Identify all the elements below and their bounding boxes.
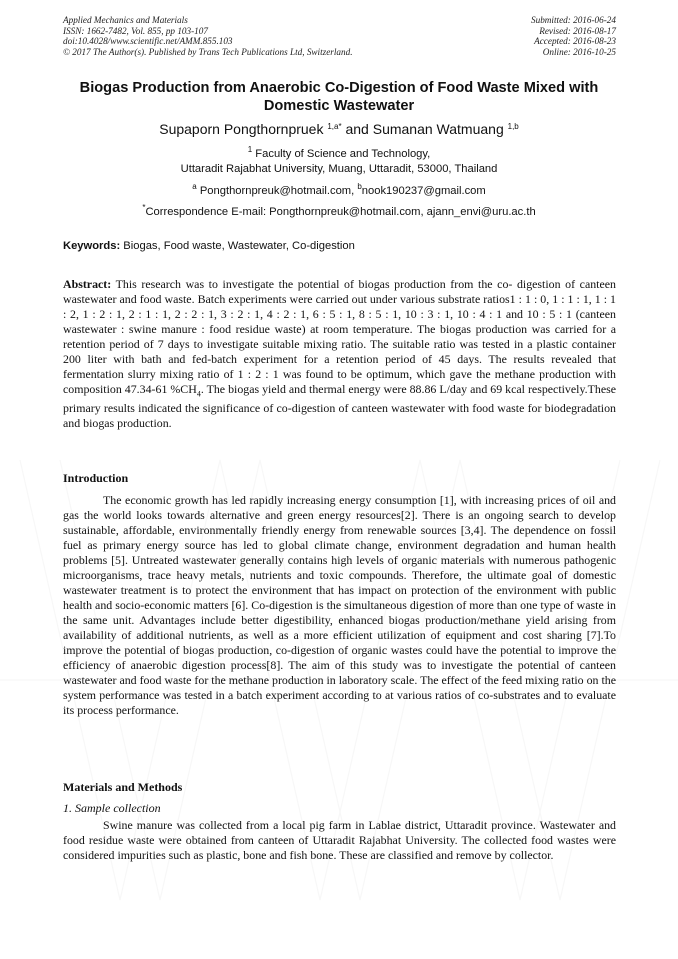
abstract-label: Abstract: — [63, 277, 112, 291]
journal-issn: ISSN: 1662-7482, Vol. 855, pp 103-107 — [63, 25, 208, 36]
methods-subheading: 1. Sample collection — [63, 801, 161, 815]
author-emails — [0, 184, 678, 199]
introduction-heading: Introduction — [63, 471, 129, 485]
abstract-text: This research was to investigate the potential of biogas production from the co- digestion of canteen wastewater and food waste. Batch experiments were carried out under various substrate ratios1 : 1 : 0, 1 : 1 : 1, 1 : 1 : 2, 1 : 2 : 1, 2 : 1 : 1, 2 : 2 : 1, 3 : 2 : 1, 4 : 2 : 1, 6 : 5 : 1, 8 : 5 : 1, 10 : 3 : 1, 10 : 4 : 1 and 10 : 5 : 1 (canteen wastewater : swine manure : food residue waste) at room temperature. The biogas production was carried for a retention period of 7 days to investigate suitable mixing ratio. The suitable ratio was tested in a plastic container 200 liter with bath and fed-batch experiment for a retention period of 45 days. The results revealed that fermentation slurry mixing ratio of 1 : 2 : 1 was found to be optimum, which gave the methane production with composition 47.34-61 %CH — [63, 277, 616, 396]
affiliation-line-2: Uttaradit Rajabhat University, Muang, Uttaradit, 53000, Thailand — [180, 162, 498, 175]
correspondence-email[interactable]: Correspondence E-mail: Pongthornpreuk@hotmail.com, ajann_envi@uru.ac.th — [145, 206, 536, 218]
date-accepted: Accepted: 2016-08-23 — [534, 36, 616, 47]
methods-heading: Materials and Methods — [63, 780, 183, 794]
keywords-label: Keywords: — [63, 240, 121, 252]
correspondence-mark: * — [142, 203, 146, 212]
correspondence — [0, 205, 678, 220]
introduction-text: The economic growth has led rapidly increasing energy consumption [1], with increasing prices of oil and gas the world looks towards alternative and green energy resources[2]. There is an ongoing search to develop sustainable, affordable, environmentally friendly energy from renewable sources [3,4]. The dependence on fossil fuel as primary energy source has led to global climate change, environment degradation and human health problems [5]. Untreated wastewater generally contains high levels of organic materials with numerous pathogenic microorganisms, trace heavy metals, nutrients and toxic compounds. Therefore, the ultimate goal of domestic wastewater treatment is to protect the environment that has impact on protection of the environment with public health and socio-economic matters [6]. Co-digestion is the simultaneous digestion of more than one type of waste in the same unit. Advantages include better digestibility, enhanced biogas production/methane yield arising from availability of additional nutrients, as well as a more efficient utilization of equipment and cost sharing [7].To improve the potential of biogas production, co-digestion of organic wastes could have the potential to improve the efficiency of anaerobic digestion process[8]. The aim of this study was to investigate the potential of canteen wastewater and food waste for the methane production in laboratory scale. The effect of the feed mixing ratio on the system performance was tested in a batch experiment according to at various ratios of co-substrates and to evaluate its process performance. — [63, 493, 616, 717]
abstract — [63, 277, 616, 431]
header-left — [63, 15, 353, 57]
article-doi[interactable]: doi:10.4028/www.scientific.net/AMM.855.103 — [63, 36, 233, 47]
methods-text: Swine manure was collected from a local pig farm in Lablae district, Uttaradit province. Wastewater and food residue waste were obtained from canteen of Uttaradit Rajabhat University. The collected food wastes were considered impurities such as plastic, bone and fish bone. These are classified and remove by collector. — [63, 818, 616, 862]
email-a-mark: a — [192, 182, 197, 191]
email-a[interactable]: Pongthornpreuk@hotmail.com, — [196, 185, 358, 197]
abstract-subscript: 4 — [196, 389, 201, 399]
date-online: Online: 2016-10-25 — [542, 46, 616, 57]
abstract-text-end: . The biogas yield and thermal energy were 88.86 L/day and 69 kcal respectively.These primary results indicated the significance of co-digestion of canteen wastewater with food waste for biodegradation and biogas production. — [63, 382, 616, 431]
author-1: Supaporn Pongthornpruek — [159, 121, 324, 137]
author-2-affiliation-mark: 1,b — [507, 122, 519, 131]
email-b-mark: b — [357, 182, 362, 191]
author-1-affiliation-mark: 1,a* — [327, 122, 342, 131]
affiliation-block — [0, 147, 678, 176]
keywords-text: Biogas, Food waste, Wastewater, Co-digestion — [120, 240, 355, 252]
paper-title: Biogas Production from Anaerobic Co-Digestion of Food Waste Mixed with Domestic Wastewater — [79, 80, 599, 114]
author-conjunction: and — [341, 121, 373, 137]
header-right — [531, 15, 616, 57]
date-submitted: Submitted: 2016-06-24 — [531, 15, 616, 25]
affiliation-mark: 1 — [247, 145, 253, 154]
keywords — [63, 239, 616, 253]
date-revised: Revised: 2016-08-17 — [539, 25, 616, 36]
author-list — [0, 120, 678, 138]
author-2: Sumanan Watmuang — [372, 121, 504, 137]
affiliation-line-1: $^1$ Faculty of Science and Technology, — [247, 145, 431, 160]
copyright-notice: © 2017 The Author(s). Published by Trans Tech Publications Ltd, Switzerland. — [63, 46, 353, 57]
journal-name: Applied Mechanics and Materials — [63, 15, 188, 25]
email-b[interactable]: nook190237@gmail.com — [361, 185, 486, 197]
